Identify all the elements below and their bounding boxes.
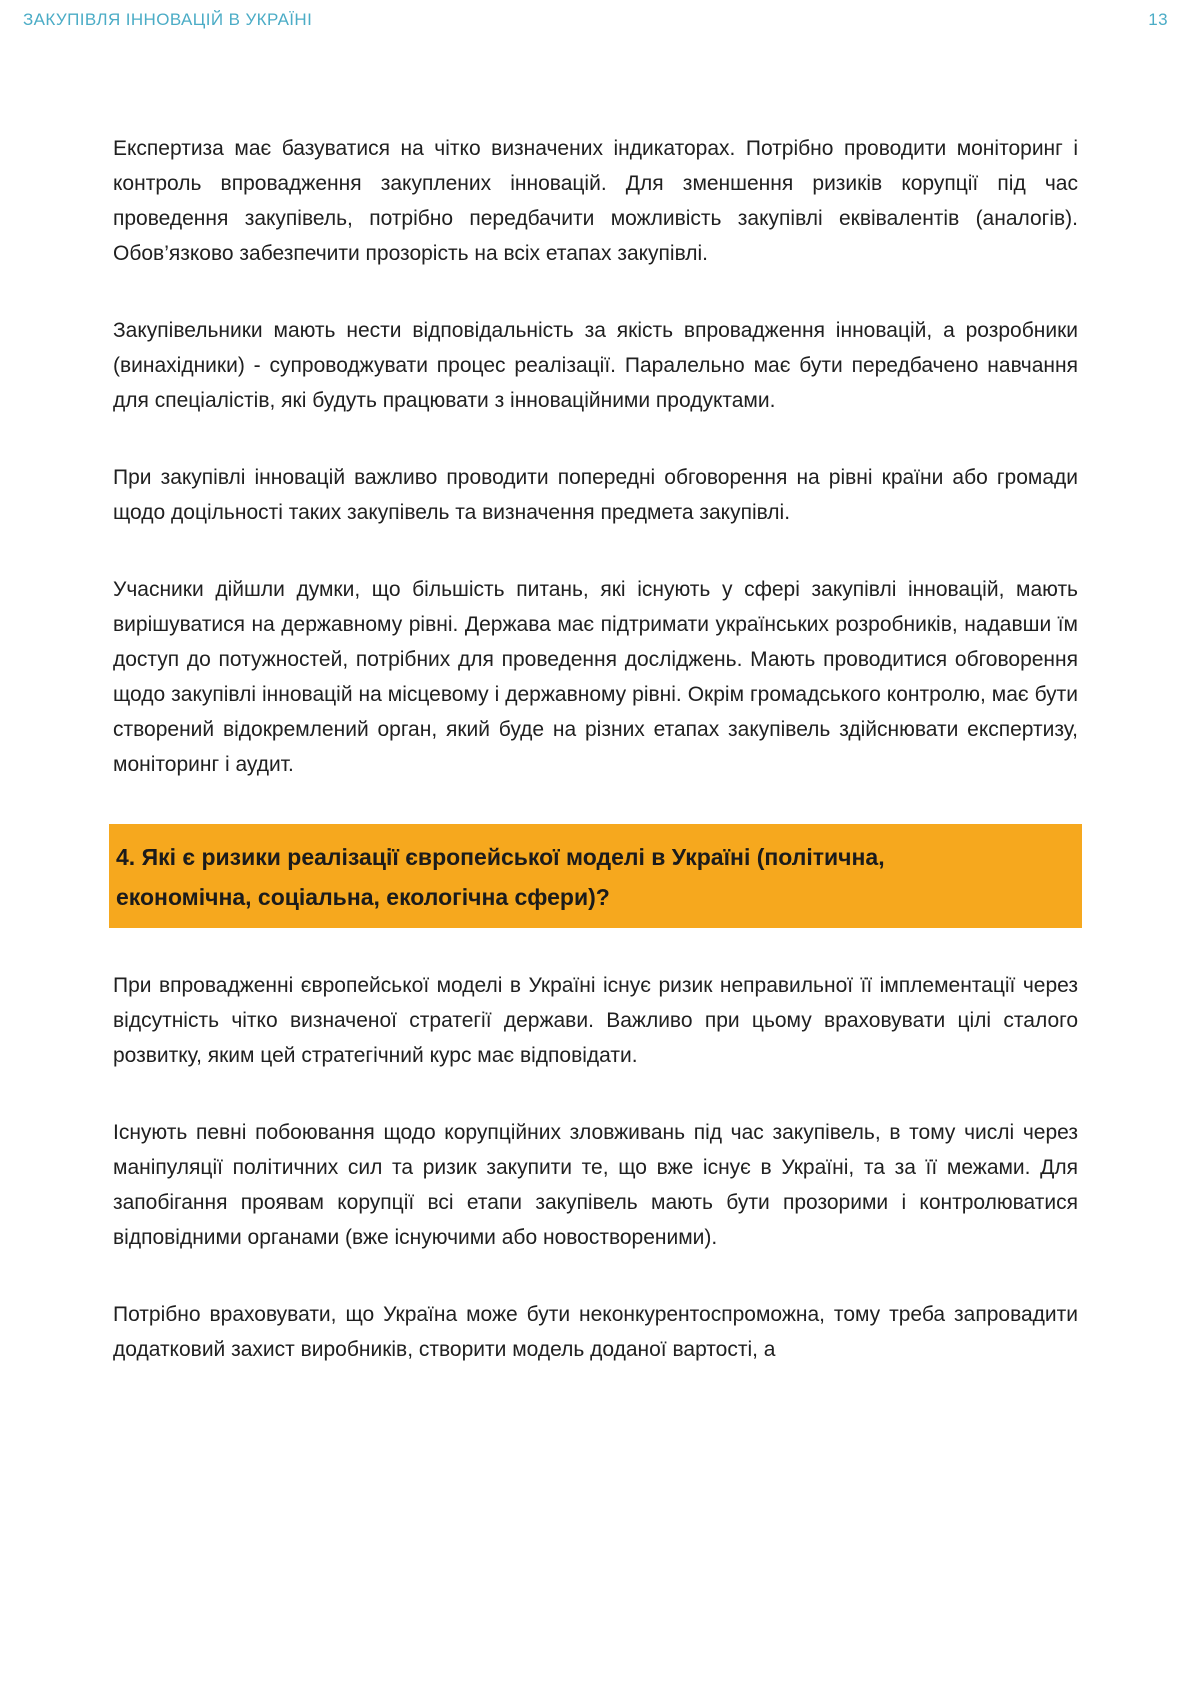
body-paragraph: Учасники дійшли думки, що більшість питань, які існують у сфері закупівлі інновацій, мають вирішуватися на державному рівні. Держава має підтримати українських розробників, надавши їм доступ до потужностей, потрібних для проведення досліджень. Мають проводитися обговорення щодо закупівлі інновацій на місцевому і державному рівні. Окрім громадського контролю, має бути створений відокремлений орган, який буде на різних етапах закупівель здійснювати експертизу, моніторинг і аудит. [113, 578, 1078, 776]
page-header [23, 10, 1168, 30]
body-paragraph: При закупівлі інновацій важливо проводити попередні обговорення на рівні країни або громади щодо доцільності таких закупівель та визначення предмета закупівлі. [113, 466, 1078, 524]
body-paragraph: Експертиза має базуватися на чітко визначених індикаторах. Потрібно проводити моніторинг і контроль впровадження закуплених інновацій. Для зменшення ризиків корупції під час проведення закупівель, потрібно передбачити можливість закупівлі еквівалентів (аналогів). Обов’язково забезпечити прозорість на всіх етапах закупівлі. [113, 137, 1078, 265]
body-paragraph: Закупівельники мають нести відповідальність за якість впровадження інновацій, а розробники (винахідники) - супроводжувати процес реалізації. Паралельно має бути передбачено навчання для спеціалістів, які будуть працювати з інноваційними продуктами. [113, 319, 1078, 412]
body-paragraph: Існують певні побоювання щодо корупційних зловживань під час закупівель, в тому числі через маніпуляції політичних сил та ризик закупити те, що вже існує в Україні, та за її межами. Для запобігання проявам корупції всі етапи закупівель мають бути прозорими і контролюватися відповідними органами (вже існуючими або новоствореними). [113, 1121, 1078, 1249]
question-heading: 4. Які є ризики реалізації європейської моделі в Україні (політична, економічна, соціальна, екологічна сфери)? [116, 844, 885, 910]
page-number: 13 [1148, 10, 1168, 29]
body-paragraph: Потрібно враховувати, що Україна може бути неконкурентоспроможна, тому треба запровадити додатковий захист виробників, створити модель доданої вартості, а [113, 1303, 1078, 1361]
page-body [113, 131, 1078, 1409]
running-header-title: ЗАКУПІВЛЯ ІННОВАЦІЙ В УКРАЇНІ [23, 10, 313, 29]
body-paragraph: При впровадженні європейської моделі в Україні існує ризик неправильної її імплементації через відсутність чітко визначеної стратегії держави. Важливо при цьому враховувати цілі сталого розвитку, яким цей стратегічний курс має відповідати. [113, 974, 1078, 1067]
question-heading-box [109, 824, 1082, 928]
